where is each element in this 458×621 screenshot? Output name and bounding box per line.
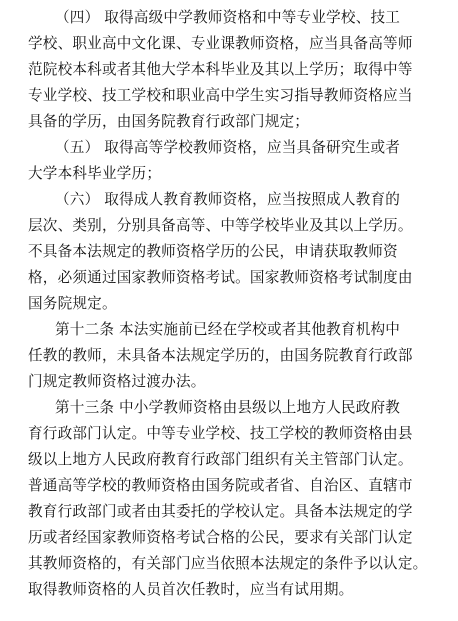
text-line: （四） 取得高级中学教师资格和中等专业学校、技工	[55, 9, 401, 26]
text-line: 国务院规定。	[28, 295, 117, 312]
text-line: （五） 取得高等学校教师资格，应当具备研究生或者	[55, 139, 401, 156]
text-line: 学校、职业高中文化课、专业课教师资格，应当具备高等师	[28, 35, 413, 52]
text-line: 范院校本科或者其他大学本科毕业及其以上学历；取得中等	[28, 61, 413, 78]
text-line: 级以上地方人民政府教育行政部门组织有关主管部门认定。	[28, 451, 413, 468]
text-line: 教育行政部门或者由其委托的学校认定。具备本法规定的学	[28, 503, 413, 520]
text-line: 专业学校、技工学校和职业高中学生实习指导教师资格应当	[28, 87, 413, 104]
text-line: 门规定教师资格过渡办法。	[28, 373, 206, 390]
text-line: 不具备本法规定的教师资格学历的公民，申请获取教师资	[28, 243, 398, 260]
text-line: 第十三条 中小学教师资格由县级以上地方人民政府教	[55, 399, 401, 416]
text-line: 层次、类别，分别具备高等、中等学校毕业及其以上学历。	[28, 217, 413, 234]
text-line: 大学本科毕业学历；	[28, 165, 162, 182]
text-line: 取得教师资格的人员首次任教时，应当有试用期。	[28, 581, 354, 598]
text-line: 育行政部门认定。中等专业学校、技工学校的教师资格由县	[28, 425, 413, 442]
text-line: 普通高等学校的教师资格由国务院或者省、自治区、直辖市	[28, 477, 413, 494]
text-line: 历或者经国家教师资格考试合格的公民，要求有关部门认定	[28, 529, 413, 546]
text-line: （六） 取得成人教育教师资格，应当按照成人教育的	[55, 191, 401, 208]
text-line: 第十二条 本法实施前已经在学校或者其他教育机构中	[55, 321, 401, 338]
text-line: 任教的教师，未具备本法规定学历的，由国务院教育行政部	[28, 347, 413, 364]
text-line: 格，必须通过国家教师资格考试。国家教师资格考试制度由	[28, 269, 413, 286]
text-line: 具备的学历，由国务院教育行政部门规定；	[28, 113, 310, 130]
text-line: 其教师资格的，有关部门应当依照本法规定的条件予以认定。	[28, 555, 428, 572]
